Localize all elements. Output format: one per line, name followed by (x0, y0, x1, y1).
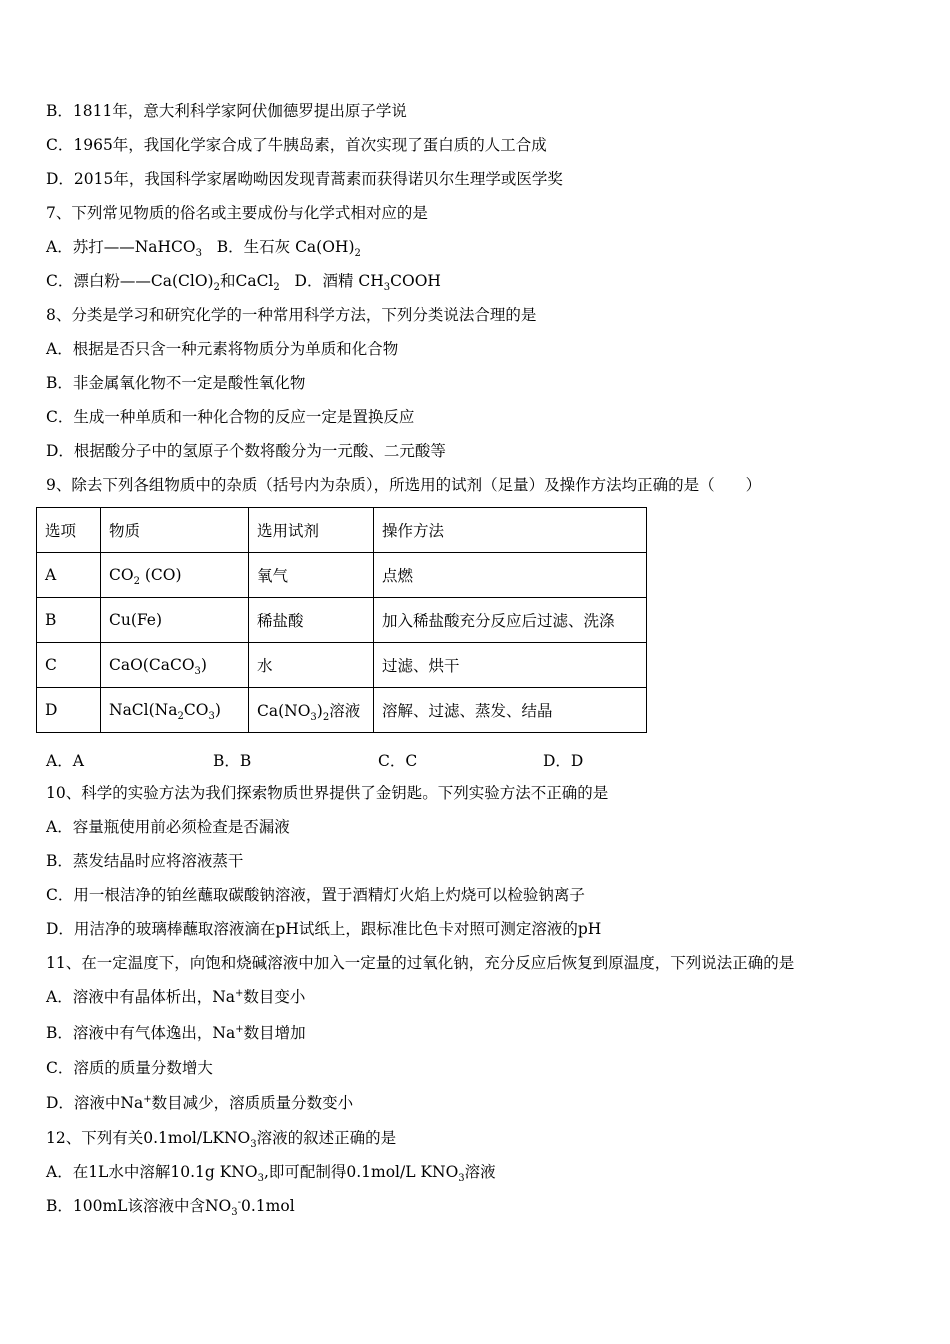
q10-option-c: C．用一根洁净的铂丝蘸取碳酸钠溶液，置于酒精灯火焰上灼烧可以检验钠离子 (46, 886, 585, 904)
table-cell: $Ca(NO_3)_2$溶液 (249, 688, 374, 733)
question-8: 8、分类是学习和研究化学的一种常用科学方法，下列分类说法合理的是 (46, 306, 537, 324)
table-cell: 水 (249, 643, 374, 688)
table-cell: Cu(Fe) (101, 598, 249, 643)
table-row (37, 643, 647, 688)
q9-choice-a: A．A (46, 752, 84, 770)
table-cell: 氧气 (249, 553, 374, 598)
q9-choice-d: D．D (543, 752, 584, 770)
table-cell: 点燃 (374, 553, 647, 598)
table-row (37, 553, 647, 598)
q8-option-c: C．生成一种单质和一种化合物的反应一定是置换反应 (46, 408, 415, 426)
q9-table (36, 507, 647, 733)
q9-choice-b: B．B (213, 752, 252, 770)
q10-option-b: B．蒸发结晶时应将溶液蒸干 (46, 852, 244, 870)
table-cell: $CO_2$ (CO) (101, 553, 249, 598)
q6-option-d: D．2015年，我国科学家屠呦呦因发现青蒿素而获得诺贝尔生理学或医学奖 (46, 170, 563, 188)
table-cell: 稀盐酸 (249, 598, 374, 643)
q6-option-c: C．1965年，我国化学家合成了牛胰岛素，首次实现了蛋白质的人工合成 (46, 136, 547, 154)
q12-option-b: B．100mL该溶液中含$NO_3^-0.1mol$ (46, 1196, 295, 1219)
q11-option-b: B．溶液中有气体逸出，Na+数目增加 (46, 1023, 306, 1042)
table-cell: B (37, 598, 101, 643)
table-header-cell: 操作方法 (374, 508, 647, 553)
q10-option-d: D．用洁净的玻璃棒蘸取溶液滴在pH试纸上，跟标准比色卡对照可测定溶液的pH (46, 920, 602, 938)
table-cell: C (37, 643, 101, 688)
q8-option-b: B．非金属氧化物不一定是酸性氧化物 (46, 374, 306, 392)
question-9: 9、除去下列各组物质中的杂质（括号内为杂质），所选用的试剂（足量）及操作方法均正确的是（ ） (46, 476, 762, 494)
table-header-cell: 物质 (101, 508, 249, 553)
question-12: 12、下列有关$0.1mol/LKNO_3$溶液的叙述正确的是 (46, 1129, 397, 1151)
question-10: 10、科学的实验方法为我们探索物质世界提供了金钥匙。下列实验方法不正确的是 (46, 784, 609, 802)
table-header-row (37, 508, 647, 553)
question-11: 11、在一定温度下，向饱和烧碱溶液中加入一定量的过氧化钠，充分反应后恢复到原温度，下列说法正确的是 (46, 954, 795, 972)
q8-option-d: D．根据酸分子中的氢原子个数将酸分为一元酸、二元酸等 (46, 442, 446, 460)
table-row (37, 688, 647, 733)
q6-option-b: B．1811年，意大利科学家阿伏伽德罗提出原子学说 (46, 102, 407, 120)
table-header-cell: 选项 (37, 508, 101, 553)
q8-option-a: A．根据是否只含一种元素将物质分为单质和化合物 (46, 340, 399, 358)
q11-option-d: D．溶液中Na+数目减少，溶质质量分数变小 (46, 1093, 354, 1112)
table-cell: CaO(CaCO$_3$) (101, 643, 249, 688)
q11-option-a: A．溶液中有晶体析出，Na+数目变小 (46, 987, 306, 1006)
table-row (37, 598, 647, 643)
table-header-cell: 选用试剂 (249, 508, 374, 553)
q7-options-ab: A．苏打——NaHCO$_3$ B．生石灰 $Ca(OH)_2$ (46, 238, 361, 260)
table-cell: A (37, 553, 101, 598)
q9-choice-c: C．C (378, 752, 418, 770)
q7-options-cd: C．漂白粉$——Ca(ClO)_2$和CaCl$_2$ D．酒精 $CH_3COOH$ (46, 272, 441, 294)
table-cell: 过滤、烘干 (374, 643, 647, 688)
q10-option-a: A．容量瓶使用前必须检查是否漏液 (46, 818, 290, 836)
q11-option-c: C．溶质的质量分数增大 (46, 1059, 213, 1077)
q12-option-a: A．在1L水中溶解10.1g $KNO_3$,即可配制得0.1mol/L $KNO_3$溶液 (46, 1163, 496, 1185)
question-7: 7、下列常见物质的俗名或主要成份与化学式相对应的是 (46, 204, 428, 222)
table-cell: 溶解、过滤、蒸发、结晶 (374, 688, 647, 733)
table-cell: $NaCl(Na_2CO_3)$ (101, 688, 249, 733)
table-cell: D (37, 688, 101, 733)
table-cell: 加入稀盐酸充分反应后过滤、洗涤 (374, 598, 647, 643)
